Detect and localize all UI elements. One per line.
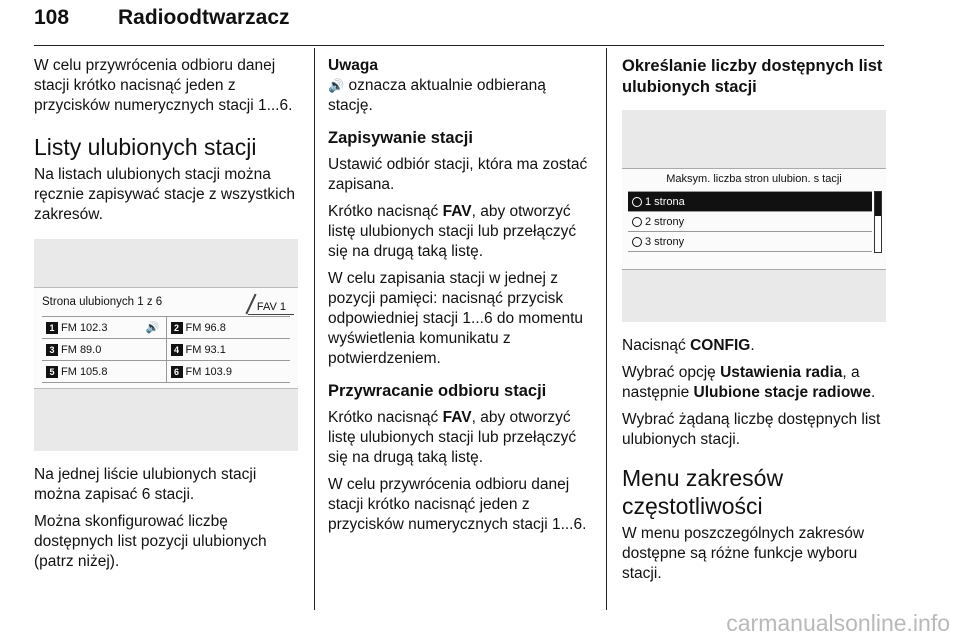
pages-screen-image [622,110,886,322]
favorites-display [34,287,298,389]
slot-frequency: FM 102.3 [61,321,108,334]
radio-icon [632,237,642,247]
slot-frequency: FM 103.9 [185,365,232,378]
pages-option-list [628,191,872,252]
save-heading: Zapisywanie stacji [328,129,473,147]
menu-radio-settings: Ustawienia radia [720,364,843,381]
choose-count-paragraph: Wybrać żądaną liczbę dostępnych list ulubionych stacji. [622,411,881,448]
favorite-slot-6 [167,361,291,382]
six-stations-paragraph: Na jednej liście ulubionych stacji można zapisać 6 stacji. [34,466,257,503]
tab-underline [248,314,294,315]
bands-heading: Menu zakresów częstotliwości [622,465,784,519]
column-1 [34,56,296,579]
configure-paragraph: Można skonfigurować liczbę dostępnych list pozycji ulubionych (patrz niżej). [34,513,267,570]
save-paragraph-2: Krótko nacisnąć FAV, aby otworzyć listę ulubionych stacji lub przełączyć się na drugą taką listę. [328,203,577,260]
save-paragraph-3: W celu zapisania stacji w jednej z pozycji pamięci: nacisnąć przycisk odpowiedniej stacji 1...6 do momentu wyświetlenia komunikatu z potwierdzeniem. [328,270,584,367]
slot-frequency: FM 89.0 [61,343,102,356]
restore-paragraph-1: Krótko nacisnąć FAV, aby otworzyć listę ulubionych stacji lub przełączyć się na drugą taką listę. [328,409,577,466]
restore-heading: Przywracanie odbioru stacji [328,382,547,400]
favorites-screen-title: Strona ulubionych 1 z 6 [42,296,163,308]
slot-frequency: FM 105.8 [61,365,108,378]
page-number: 108 [34,6,70,29]
page-title: Radioodtwarzacz [118,6,290,29]
column-3 [622,56,888,591]
slot-number: 5 [46,366,58,378]
pages-screen-title: Maksym. liczba stron ulubion. s tacji [666,173,842,185]
pages-option: 2 strony [628,212,872,232]
favorites-screen-image [34,239,298,451]
favorites-screen-tag: FAV 1 [256,301,286,313]
favorite-slot-5 [42,361,167,382]
slot-number: 2 [171,322,183,334]
restore-paragraph-2: W celu przywrócenia odbioru danej stacji krótko nacisnąć jeden z przycisków numerycznych stacji 1...6. [328,476,587,533]
radio-icon [632,197,642,207]
choose-option-paragraph: Wybrać opcję Ustawienia radia, a następnie Ulubione stacje radiowe. [622,364,876,401]
pages-option: 3 strony [628,232,872,252]
favorite-slot-1 [42,317,167,338]
scroll-thumb [875,192,881,216]
tab-slash [245,294,256,315]
speaker-icon: 🔊 [145,322,160,334]
scrollbar [874,191,882,253]
header-rule [34,45,884,46]
favorites-paragraph: Na listach ulubionych stacji można ręcznie zapisywać stacje z wszystkich zakresów. [34,166,295,223]
slot-number: 6 [171,366,183,378]
radio-icon [632,217,642,227]
favorites-grid [42,316,290,383]
slot-number: 4 [171,344,183,356]
save-paragraph-1: Ustawić odbiór stacji, która ma zostać zapisana. [328,156,588,193]
config-paragraph: Nacisnąć CONFIG. [622,337,755,354]
pages-heading: Określanie liczby dostępnych list ulubionych stacji [622,57,883,96]
column-divider-2 [606,48,607,610]
column-divider-1 [314,48,315,610]
slot-number: 3 [46,344,58,356]
column-2 [328,56,592,542]
config-key: CONFIG [690,337,751,354]
slot-number: 1 [46,322,58,334]
pages-display [622,168,886,270]
favorites-row [42,317,290,339]
note-title: Uwaga [328,57,378,74]
note-text: 🔊 oznacza aktualnie odbieraną stację. [328,77,546,114]
favorites-row [42,361,290,383]
favorite-slot-2 [167,317,291,338]
intro-paragraph: W celu przywrócenia odbioru danej stacji krótko nacisnąć jeden z przycisków numerycznych stacji 1...6. [34,57,293,114]
pages-option: 1 strona [628,192,872,212]
favorites-heading: Listy ulubionych stacji [34,134,257,160]
fav-key: FAV [442,409,472,426]
watermark: carmanualsonline.info [726,610,950,636]
favorites-row [42,339,290,361]
fav-key: FAV [442,203,472,220]
menu-favorite-stations: Ulubione stacje radiowe [693,384,871,401]
slot-frequency: FM 96.8 [185,321,226,334]
favorite-slot-4 [167,339,291,360]
speaker-icon: 🔊 [328,78,345,93]
slot-frequency: FM 93.1 [185,343,226,356]
favorite-slot-3 [42,339,167,360]
bands-paragraph: W menu poszczególnych zakresów dostępne są różne funkcje wyboru stacji. [622,525,865,582]
